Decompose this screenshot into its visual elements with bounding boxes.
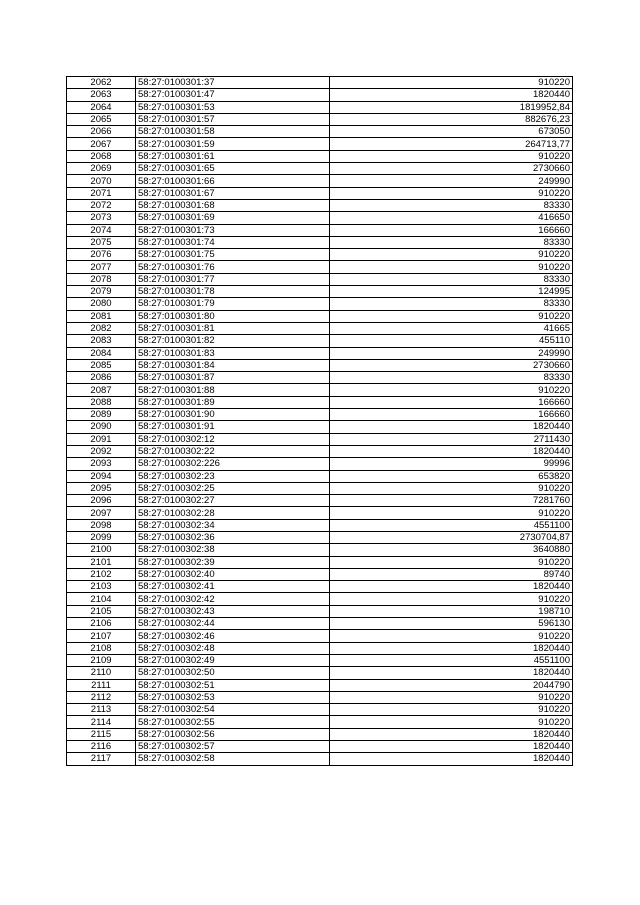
cadastral-number-cell: 58:27:0100302:22 <box>136 445 330 457</box>
cadastral-number-cell: 58:27:0100301:66 <box>136 175 330 187</box>
row-number-cell: 2062 <box>67 77 136 89</box>
value-cell: 83330 <box>330 273 573 285</box>
row-number-cell: 2083 <box>67 335 136 347</box>
row-number-cell: 2108 <box>67 642 136 654</box>
cadastral-number-cell: 58:27:0100301:61 <box>136 150 330 162</box>
value-cell: 910220 <box>330 310 573 322</box>
cadastral-number-cell: 58:27:0100301:82 <box>136 335 330 347</box>
value-cell: 910220 <box>330 630 573 642</box>
table-row <box>67 249 573 261</box>
value-cell: 910220 <box>330 556 573 568</box>
table-row <box>67 126 573 138</box>
row-number-cell: 2101 <box>67 556 136 568</box>
value-cell: 910220 <box>330 716 573 728</box>
cadastral-number-cell: 58:27:0100301:75 <box>136 249 330 261</box>
table-row <box>67 396 573 408</box>
value-cell: 596130 <box>330 618 573 630</box>
table-row <box>67 519 573 531</box>
cadastral-number-cell: 58:27:0100301:91 <box>136 421 330 433</box>
cadastral-number-cell: 58:27:0100302:38 <box>136 544 330 556</box>
row-number-cell: 2073 <box>67 212 136 224</box>
value-cell: 1820440 <box>330 89 573 101</box>
table-row <box>67 113 573 125</box>
table-row <box>67 507 573 519</box>
value-cell: 910220 <box>330 704 573 716</box>
value-cell: 2044790 <box>330 679 573 691</box>
cadastral-number-cell: 58:27:0100301:84 <box>136 359 330 371</box>
table-row <box>67 691 573 703</box>
row-number-cell: 2091 <box>67 433 136 445</box>
value-cell: 83330 <box>330 199 573 211</box>
row-number-cell: 2075 <box>67 236 136 248</box>
row-number-cell: 2093 <box>67 458 136 470</box>
row-number-cell: 2072 <box>67 199 136 211</box>
value-cell: 910220 <box>330 187 573 199</box>
cadastral-number-cell: 58:27:0100302:48 <box>136 642 330 654</box>
cadastral-number-cell: 58:27:0100301:65 <box>136 163 330 175</box>
table-row <box>67 470 573 482</box>
table-row <box>67 236 573 248</box>
cadastral-number-cell: 58:27:0100302:43 <box>136 605 330 617</box>
row-number-cell: 2092 <box>67 445 136 457</box>
cadastral-number-cell: 58:27:0100302:56 <box>136 728 330 740</box>
cadastral-number-cell: 58:27:0100301:87 <box>136 372 330 384</box>
cadastral-number-cell: 58:27:0100302:50 <box>136 667 330 679</box>
row-number-cell: 2099 <box>67 531 136 543</box>
table-row <box>67 593 573 605</box>
cadastral-number-cell: 58:27:0100301:88 <box>136 384 330 396</box>
value-cell: 3640880 <box>330 544 573 556</box>
row-number-cell: 2090 <box>67 421 136 433</box>
row-number-cell: 2113 <box>67 704 136 716</box>
value-cell: 910220 <box>330 150 573 162</box>
table-row <box>67 163 573 175</box>
value-cell: 2730660 <box>330 163 573 175</box>
value-cell: 4551100 <box>330 654 573 666</box>
cadastral-number-cell: 58:27:0100301:59 <box>136 138 330 150</box>
cadastral-number-cell: 58:27:0100301:76 <box>136 261 330 273</box>
table-row <box>67 261 573 273</box>
cadastral-number-cell: 58:27:0100302:36 <box>136 531 330 543</box>
table-row <box>67 568 573 580</box>
row-number-cell: 2114 <box>67 716 136 728</box>
cadastral-value-table <box>66 76 573 766</box>
table-row <box>67 753 573 765</box>
table-body <box>67 77 573 766</box>
value-cell: 249990 <box>330 347 573 359</box>
cadastral-number-cell: 58:27:0100301:53 <box>136 101 330 113</box>
cadastral-number-cell: 58:27:0100301:80 <box>136 310 330 322</box>
row-number-cell: 2078 <box>67 273 136 285</box>
cadastral-number-cell: 58:27:0100301:90 <box>136 409 330 421</box>
table-row <box>67 728 573 740</box>
cadastral-number-cell: 58:27:0100301:47 <box>136 89 330 101</box>
table-row <box>67 286 573 298</box>
cadastral-number-cell: 58:27:0100302:226 <box>136 458 330 470</box>
cadastral-number-cell: 58:27:0100302:57 <box>136 741 330 753</box>
value-cell: 41665 <box>330 322 573 334</box>
row-number-cell: 2079 <box>67 286 136 298</box>
table-row <box>67 347 573 359</box>
cadastral-number-cell: 58:27:0100301:81 <box>136 322 330 334</box>
table-row <box>67 605 573 617</box>
row-number-cell: 2066 <box>67 126 136 138</box>
table-row <box>67 679 573 691</box>
table-row <box>67 187 573 199</box>
row-number-cell: 2112 <box>67 691 136 703</box>
table-row <box>67 384 573 396</box>
table-row <box>67 556 573 568</box>
cadastral-number-cell: 58:27:0100302:27 <box>136 495 330 507</box>
cadastral-number-cell: 58:27:0100302:28 <box>136 507 330 519</box>
row-number-cell: 2094 <box>67 470 136 482</box>
cadastral-number-cell: 58:27:0100302:25 <box>136 482 330 494</box>
value-cell: 264713,77 <box>330 138 573 150</box>
table-row <box>67 704 573 716</box>
value-cell: 2730660 <box>330 359 573 371</box>
table-row <box>67 421 573 433</box>
table-row <box>67 372 573 384</box>
table-row <box>67 101 573 113</box>
value-cell: 882676,23 <box>330 113 573 125</box>
cadastral-number-cell: 58:27:0100302:40 <box>136 568 330 580</box>
value-cell: 198710 <box>330 605 573 617</box>
row-number-cell: 2096 <box>67 495 136 507</box>
value-cell: 99996 <box>330 458 573 470</box>
cadastral-number-cell: 58:27:0100302:39 <box>136 556 330 568</box>
row-number-cell: 2102 <box>67 568 136 580</box>
cadastral-number-cell: 58:27:0100301:77 <box>136 273 330 285</box>
table-row <box>67 458 573 470</box>
table-row <box>67 224 573 236</box>
value-cell: 1820440 <box>330 741 573 753</box>
table-row <box>67 175 573 187</box>
value-cell: 910220 <box>330 507 573 519</box>
row-number-cell: 2081 <box>67 310 136 322</box>
value-cell: 910220 <box>330 593 573 605</box>
cadastral-number-cell: 58:27:0100302:49 <box>136 654 330 666</box>
cadastral-number-cell: 58:27:0100301:79 <box>136 298 330 310</box>
row-number-cell: 2063 <box>67 89 136 101</box>
row-number-cell: 2095 <box>67 482 136 494</box>
table-row <box>67 482 573 494</box>
row-number-cell: 2085 <box>67 359 136 371</box>
table-row <box>67 531 573 543</box>
row-number-cell: 2087 <box>67 384 136 396</box>
value-cell: 1820440 <box>330 581 573 593</box>
cadastral-number-cell: 58:27:0100302:12 <box>136 433 330 445</box>
row-number-cell: 2071 <box>67 187 136 199</box>
cadastral-number-cell: 58:27:0100302:44 <box>136 618 330 630</box>
table-row <box>67 212 573 224</box>
cadastral-number-cell: 58:27:0100302:34 <box>136 519 330 531</box>
row-number-cell: 2098 <box>67 519 136 531</box>
row-number-cell: 2074 <box>67 224 136 236</box>
table-row <box>67 89 573 101</box>
cadastral-number-cell: 58:27:0100302:53 <box>136 691 330 703</box>
row-number-cell: 2104 <box>67 593 136 605</box>
row-number-cell: 2103 <box>67 581 136 593</box>
cadastral-number-cell: 58:27:0100301:58 <box>136 126 330 138</box>
table-row <box>67 741 573 753</box>
value-cell: 83330 <box>330 236 573 248</box>
row-number-cell: 2080 <box>67 298 136 310</box>
row-number-cell: 2088 <box>67 396 136 408</box>
table-row <box>67 544 573 556</box>
table-row <box>67 630 573 642</box>
row-number-cell: 2082 <box>67 322 136 334</box>
value-cell: 653820 <box>330 470 573 482</box>
value-cell: 1820440 <box>330 421 573 433</box>
cadastral-number-cell: 58:27:0100302:46 <box>136 630 330 642</box>
row-number-cell: 2100 <box>67 544 136 556</box>
row-number-cell: 2111 <box>67 679 136 691</box>
row-number-cell: 2086 <box>67 372 136 384</box>
cadastral-number-cell: 58:27:0100302:54 <box>136 704 330 716</box>
cadastral-number-cell: 58:27:0100302:42 <box>136 593 330 605</box>
row-number-cell: 2077 <box>67 261 136 273</box>
cadastral-number-cell: 58:27:0100301:89 <box>136 396 330 408</box>
cadastral-number-cell: 58:27:0100301:68 <box>136 199 330 211</box>
value-cell: 89740 <box>330 568 573 580</box>
table-row <box>67 716 573 728</box>
value-cell: 2730704,87 <box>330 531 573 543</box>
value-cell: 249990 <box>330 175 573 187</box>
table-row <box>67 335 573 347</box>
value-cell: 910220 <box>330 691 573 703</box>
table-row <box>67 138 573 150</box>
value-cell: 910220 <box>330 384 573 396</box>
table-row <box>67 310 573 322</box>
row-number-cell: 2076 <box>67 249 136 261</box>
value-cell: 910220 <box>330 249 573 261</box>
table-row <box>67 654 573 666</box>
cadastral-number-cell: 58:27:0100301:37 <box>136 77 330 89</box>
cadastral-number-cell: 58:27:0100301:57 <box>136 113 330 125</box>
value-cell: 166660 <box>330 409 573 421</box>
value-cell: 2711430 <box>330 433 573 445</box>
value-cell: 124995 <box>330 286 573 298</box>
cadastral-number-cell: 58:27:0100302:55 <box>136 716 330 728</box>
row-number-cell: 2089 <box>67 409 136 421</box>
row-number-cell: 2107 <box>67 630 136 642</box>
cadastral-number-cell: 58:27:0100301:69 <box>136 212 330 224</box>
cadastral-number-cell: 58:27:0100301:78 <box>136 286 330 298</box>
cadastral-number-cell: 58:27:0100302:41 <box>136 581 330 593</box>
table-row <box>67 199 573 211</box>
value-cell: 7281760 <box>330 495 573 507</box>
cadastral-number-cell: 58:27:0100302:58 <box>136 753 330 765</box>
cadastral-number-cell: 58:27:0100302:51 <box>136 679 330 691</box>
row-number-cell: 2117 <box>67 753 136 765</box>
cadastral-number-cell: 58:27:0100301:67 <box>136 187 330 199</box>
value-cell: 910220 <box>330 482 573 494</box>
cadastral-number-cell: 58:27:0100301:74 <box>136 236 330 248</box>
value-cell: 1819952,84 <box>330 101 573 113</box>
row-number-cell: 2069 <box>67 163 136 175</box>
cadastral-number-cell: 58:27:0100302:23 <box>136 470 330 482</box>
value-cell: 1820440 <box>330 667 573 679</box>
table-row <box>67 495 573 507</box>
row-number-cell: 2109 <box>67 654 136 666</box>
table-row <box>67 667 573 679</box>
value-cell: 455110 <box>330 335 573 347</box>
value-cell: 4551100 <box>330 519 573 531</box>
row-number-cell: 2105 <box>67 605 136 617</box>
table-row <box>67 273 573 285</box>
table-row <box>67 77 573 89</box>
cadastral-number-cell: 58:27:0100301:73 <box>136 224 330 236</box>
table-row <box>67 150 573 162</box>
value-cell: 1820440 <box>330 753 573 765</box>
row-number-cell: 2106 <box>67 618 136 630</box>
row-number-cell: 2115 <box>67 728 136 740</box>
value-cell: 83330 <box>330 298 573 310</box>
row-number-cell: 2110 <box>67 667 136 679</box>
table-row <box>67 433 573 445</box>
value-cell: 416650 <box>330 212 573 224</box>
value-cell: 910220 <box>330 261 573 273</box>
value-cell: 166660 <box>330 396 573 408</box>
value-cell: 1820440 <box>330 728 573 740</box>
row-number-cell: 2068 <box>67 150 136 162</box>
row-number-cell: 2084 <box>67 347 136 359</box>
value-cell: 1820440 <box>330 445 573 457</box>
value-cell: 910220 <box>330 77 573 89</box>
table-row <box>67 359 573 371</box>
table-row <box>67 322 573 334</box>
value-cell: 83330 <box>330 372 573 384</box>
table-row <box>67 445 573 457</box>
row-number-cell: 2070 <box>67 175 136 187</box>
row-number-cell: 2067 <box>67 138 136 150</box>
value-cell: 166660 <box>330 224 573 236</box>
cadastral-number-cell: 58:27:0100301:83 <box>136 347 330 359</box>
row-number-cell: 2065 <box>67 113 136 125</box>
value-cell: 673050 <box>330 126 573 138</box>
table-row <box>67 642 573 654</box>
row-number-cell: 2097 <box>67 507 136 519</box>
value-cell: 1820440 <box>330 642 573 654</box>
table-row <box>67 298 573 310</box>
row-number-cell: 2116 <box>67 741 136 753</box>
table-row <box>67 581 573 593</box>
table-row <box>67 618 573 630</box>
row-number-cell: 2064 <box>67 101 136 113</box>
table-row <box>67 409 573 421</box>
